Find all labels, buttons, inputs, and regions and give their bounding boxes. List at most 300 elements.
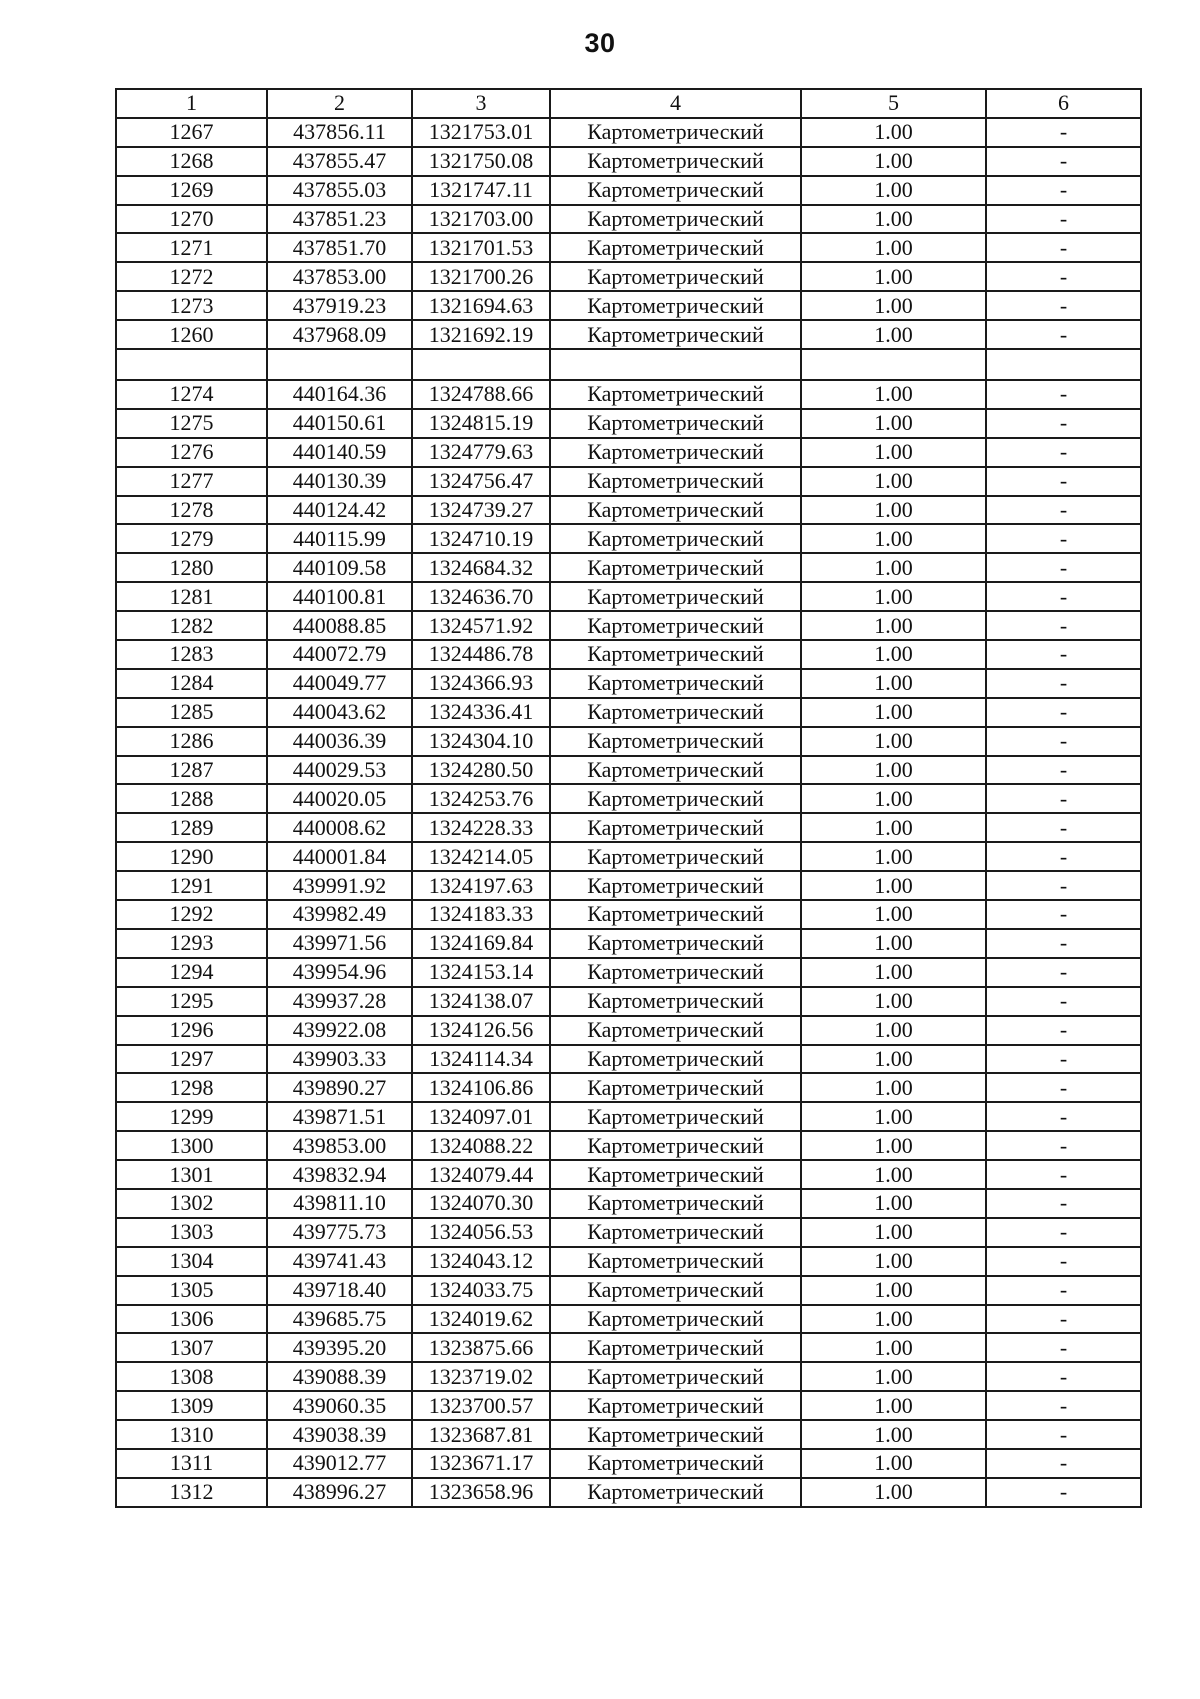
table-cell: - <box>986 813 1141 842</box>
table-cell: 439832.94 <box>267 1160 412 1189</box>
column-header: 3 <box>412 89 550 118</box>
table-row <box>116 320 1141 349</box>
table-cell: - <box>986 958 1141 987</box>
table-cell: Картометрический <box>550 205 801 234</box>
table-row <box>116 640 1141 669</box>
table-cell: - <box>986 640 1141 669</box>
group-separator-row <box>116 349 1141 380</box>
table-cell: 439871.51 <box>267 1102 412 1131</box>
table-cell: - <box>986 438 1141 467</box>
table-cell: 1301 <box>116 1160 267 1189</box>
table-cell: Картометрический <box>550 640 801 669</box>
table-cell: 440049.77 <box>267 669 412 698</box>
table-cell: 440072.79 <box>267 640 412 669</box>
table-cell: 1.00 <box>801 1160 986 1189</box>
table-cell: 1324070.30 <box>412 1189 550 1218</box>
table-cell: 1.00 <box>801 813 986 842</box>
table-row <box>116 262 1141 291</box>
table-cell: 1304 <box>116 1247 267 1276</box>
table-row <box>116 147 1141 176</box>
table-cell: 1.00 <box>801 582 986 611</box>
table-cell: 1267 <box>116 118 267 147</box>
table-cell: 1272 <box>116 262 267 291</box>
table-cell: 1.00 <box>801 756 986 785</box>
table-cell: - <box>986 1362 1141 1391</box>
table-cell: Картометрический <box>550 176 801 205</box>
table-cell: 1.00 <box>801 698 986 727</box>
table-cell: - <box>986 1449 1141 1478</box>
table-row <box>116 813 1141 842</box>
table-cell: 440150.61 <box>267 409 412 438</box>
empty-cell <box>550 349 801 380</box>
table-cell: - <box>986 118 1141 147</box>
table-cell: 1.00 <box>801 380 986 409</box>
table-cell: 1.00 <box>801 118 986 147</box>
table-cell: 1323700.57 <box>412 1391 550 1420</box>
table-cell: 1321750.08 <box>412 147 550 176</box>
table-cell: 1323687.81 <box>412 1420 550 1449</box>
table-cell: 439012.77 <box>267 1449 412 1478</box>
table-row <box>116 1160 1141 1189</box>
table-cell: - <box>986 467 1141 496</box>
table-cell: - <box>986 262 1141 291</box>
table-cell: 1284 <box>116 669 267 698</box>
table-cell: 1.00 <box>801 784 986 813</box>
table-cell: 439060.35 <box>267 1391 412 1420</box>
table-cell: 1321747.11 <box>412 176 550 205</box>
table-cell: 1324710.19 <box>412 524 550 553</box>
table-cell: 1324019.62 <box>412 1305 550 1334</box>
table-cell: 1293 <box>116 929 267 958</box>
table-cell: Картометрический <box>550 1276 801 1305</box>
table-cell: - <box>986 1305 1141 1334</box>
table-cell: 1269 <box>116 176 267 205</box>
table-cell: Картометрический <box>550 611 801 640</box>
table-cell: 439954.96 <box>267 958 412 987</box>
table-cell: 1.00 <box>801 1420 986 1449</box>
table-cell: 1324304.10 <box>412 727 550 756</box>
column-header: 2 <box>267 89 412 118</box>
table-cell: Картометрический <box>550 1131 801 1160</box>
table-cell: 1308 <box>116 1362 267 1391</box>
table-cell: 1324788.66 <box>412 380 550 409</box>
table-cell: 1.00 <box>801 958 986 987</box>
table-cell: Картометрический <box>550 438 801 467</box>
table-cell: Картометрический <box>550 553 801 582</box>
table-cell: 1.00 <box>801 842 986 871</box>
table-cell: Картометрический <box>550 1045 801 1074</box>
table-cell: 439971.56 <box>267 929 412 958</box>
table-row <box>116 1449 1141 1478</box>
table-cell: 440109.58 <box>267 553 412 582</box>
table-row <box>116 524 1141 553</box>
table-cell: 440140.59 <box>267 438 412 467</box>
table-cell: 439395.20 <box>267 1333 412 1362</box>
table-cell: - <box>986 176 1141 205</box>
table-row <box>116 496 1141 525</box>
table-cell: 437853.00 <box>267 262 412 291</box>
table-cell: Картометрический <box>550 871 801 900</box>
table-cell: - <box>986 987 1141 1016</box>
table-row <box>116 1420 1141 1449</box>
empty-cell <box>116 349 267 380</box>
table-row <box>116 553 1141 582</box>
table-cell: 1.00 <box>801 1073 986 1102</box>
table-cell: 440115.99 <box>267 524 412 553</box>
table-cell: 1.00 <box>801 147 986 176</box>
table-cell: 1324183.33 <box>412 900 550 929</box>
table-cell: Картометрический <box>550 669 801 698</box>
table-cell: Картометрический <box>550 1016 801 1045</box>
column-header: 1 <box>116 89 267 118</box>
table-cell: - <box>986 1420 1141 1449</box>
table-cell: Картометрический <box>550 118 801 147</box>
table-row <box>116 900 1141 929</box>
table-cell: - <box>986 1131 1141 1160</box>
table-cell: 440130.39 <box>267 467 412 496</box>
table-cell: 1307 <box>116 1333 267 1362</box>
table-row <box>116 1045 1141 1074</box>
table-row <box>116 467 1141 496</box>
table-cell: 439922.08 <box>267 1016 412 1045</box>
table-cell: Картометрический <box>550 380 801 409</box>
table-cell: 439685.75 <box>267 1305 412 1334</box>
table-cell: 1324214.05 <box>412 842 550 871</box>
table-cell: 1.00 <box>801 1016 986 1045</box>
table-cell: Картометрический <box>550 1449 801 1478</box>
column-header: 4 <box>550 89 801 118</box>
table-cell: 1323875.66 <box>412 1333 550 1362</box>
table-cell: 1324815.19 <box>412 409 550 438</box>
table-cell: - <box>986 409 1141 438</box>
table-cell: 1274 <box>116 380 267 409</box>
table-cell: 1324739.27 <box>412 496 550 525</box>
table-cell: 1.00 <box>801 1218 986 1247</box>
table-row <box>116 1333 1141 1362</box>
table-cell: Картометрический <box>550 1333 801 1362</box>
table-cell: 1321692.19 <box>412 320 550 349</box>
table-cell: 1.00 <box>801 1276 986 1305</box>
table-cell: 439775.73 <box>267 1218 412 1247</box>
table-cell: - <box>986 320 1141 349</box>
page-number: 30 <box>584 28 616 58</box>
table-cell: 1.00 <box>801 611 986 640</box>
table-cell: Картометрический <box>550 1247 801 1276</box>
table-row <box>116 1131 1141 1160</box>
table-cell: 1.00 <box>801 669 986 698</box>
table-cell: 1275 <box>116 409 267 438</box>
table-cell: 1.00 <box>801 205 986 234</box>
table-cell: 1324336.41 <box>412 698 550 727</box>
empty-cell <box>267 349 412 380</box>
table-cell: 439991.92 <box>267 871 412 900</box>
table-cell: 440001.84 <box>267 842 412 871</box>
table-cell: Картометрический <box>550 496 801 525</box>
table-cell: 1276 <box>116 438 267 467</box>
table-cell: - <box>986 1189 1141 1218</box>
table-cell: 1324228.33 <box>412 813 550 842</box>
table-cell: 1283 <box>116 640 267 669</box>
table-cell: - <box>986 1391 1141 1420</box>
table-cell: - <box>986 147 1141 176</box>
table-cell: 1294 <box>116 958 267 987</box>
table-cell: 1321700.26 <box>412 262 550 291</box>
table-cell: 1324114.34 <box>412 1045 550 1074</box>
table-row <box>116 871 1141 900</box>
table-cell: 1324197.63 <box>412 871 550 900</box>
table-cell: 439982.49 <box>267 900 412 929</box>
table-cell: 1306 <box>116 1305 267 1334</box>
table-cell: 1323671.17 <box>412 1449 550 1478</box>
table-cell: 439088.39 <box>267 1362 412 1391</box>
table-row <box>116 784 1141 813</box>
table-row <box>116 1218 1141 1247</box>
table-cell: 1321701.53 <box>412 233 550 262</box>
table-cell: 439038.39 <box>267 1420 412 1449</box>
table-cell: 439853.00 <box>267 1131 412 1160</box>
table-cell: 1324366.93 <box>412 669 550 698</box>
table-cell: 440164.36 <box>267 380 412 409</box>
table-cell: 1.00 <box>801 1131 986 1160</box>
table-cell: 437856.11 <box>267 118 412 147</box>
table-cell: - <box>986 233 1141 262</box>
table-row <box>116 1276 1141 1305</box>
table-row <box>116 176 1141 205</box>
table-cell: 439903.33 <box>267 1045 412 1074</box>
table-cell: 1286 <box>116 727 267 756</box>
table-cell: - <box>986 205 1141 234</box>
table-cell: Картометрический <box>550 698 801 727</box>
table-cell: 1324280.50 <box>412 756 550 785</box>
table-cell: 1324088.22 <box>412 1131 550 1160</box>
table-cell: Картометрический <box>550 582 801 611</box>
table-cell: Картометрический <box>550 958 801 987</box>
table-cell: - <box>986 1016 1141 1045</box>
table-cell: - <box>986 669 1141 698</box>
table-row <box>116 1073 1141 1102</box>
table-cell: 1.00 <box>801 496 986 525</box>
table-cell: Картометрический <box>550 727 801 756</box>
table-cell: 1.00 <box>801 1391 986 1420</box>
table-cell: 438996.27 <box>267 1478 412 1507</box>
column-header: 5 <box>801 89 986 118</box>
table-cell: 1292 <box>116 900 267 929</box>
table-cell: 1.00 <box>801 438 986 467</box>
table-cell: Картометрический <box>550 147 801 176</box>
table-cell: 1299 <box>116 1102 267 1131</box>
table-cell: 439890.27 <box>267 1073 412 1102</box>
table-cell: 1268 <box>116 147 267 176</box>
table-cell: - <box>986 784 1141 813</box>
table-cell: 1.00 <box>801 727 986 756</box>
table-cell: 1324097.01 <box>412 1102 550 1131</box>
table-cell: 1324169.84 <box>412 929 550 958</box>
table-cell: - <box>986 1102 1141 1131</box>
table-cell: 437919.23 <box>267 291 412 320</box>
table-cell: 1324126.56 <box>412 1016 550 1045</box>
table-cell: 440100.81 <box>267 582 412 611</box>
table-cell: 1311 <box>116 1449 267 1478</box>
table-cell: 1.00 <box>801 291 986 320</box>
table-cell: 1.00 <box>801 320 986 349</box>
table-cell: 439937.28 <box>267 987 412 1016</box>
table-cell: 1278 <box>116 496 267 525</box>
table-row <box>116 233 1141 262</box>
table-cell: 1324756.47 <box>412 467 550 496</box>
table-cell: 440036.39 <box>267 727 412 756</box>
table-cell: 1.00 <box>801 1102 986 1131</box>
table-cell: 439741.43 <box>267 1247 412 1276</box>
table-cell: 1.00 <box>801 1362 986 1391</box>
table-cell: 1324079.44 <box>412 1160 550 1189</box>
table-row <box>116 842 1141 871</box>
table-cell: 1.00 <box>801 233 986 262</box>
table-cell: 440020.05 <box>267 784 412 813</box>
table-row <box>116 987 1141 1016</box>
table-cell: 1302 <box>116 1189 267 1218</box>
table-cell: 1324684.32 <box>412 553 550 582</box>
table-cell: - <box>986 1073 1141 1102</box>
table-cell: 1.00 <box>801 1449 986 1478</box>
column-header: 6 <box>986 89 1141 118</box>
table-row <box>116 611 1141 640</box>
table-cell: - <box>986 698 1141 727</box>
table-cell: 1277 <box>116 467 267 496</box>
table-cell: - <box>986 380 1141 409</box>
table-cell: 1279 <box>116 524 267 553</box>
table-cell: 1.00 <box>801 1045 986 1074</box>
table-cell: 1290 <box>116 842 267 871</box>
table-row <box>116 205 1141 234</box>
table-cell: Картометрический <box>550 409 801 438</box>
table-cell: Картометрический <box>550 1160 801 1189</box>
table-cell: - <box>986 524 1141 553</box>
table-cell: 1282 <box>116 611 267 640</box>
table-cell: 439718.40 <box>267 1276 412 1305</box>
table-cell: 1281 <box>116 582 267 611</box>
table-cell: 1260 <box>116 320 267 349</box>
table-cell: 1324138.07 <box>412 987 550 1016</box>
table-cell: 1323719.02 <box>412 1362 550 1391</box>
table-row <box>116 438 1141 467</box>
table-cell: Картометрический <box>550 1102 801 1131</box>
table-cell: 1324636.70 <box>412 582 550 611</box>
table-cell: Картометрический <box>550 900 801 929</box>
table-cell: - <box>986 582 1141 611</box>
table-cell: 1324033.75 <box>412 1276 550 1305</box>
table-cell: 437851.70 <box>267 233 412 262</box>
table-cell: 437855.03 <box>267 176 412 205</box>
table-cell: 1.00 <box>801 1478 986 1507</box>
table-row <box>116 582 1141 611</box>
table-cell: Картометрический <box>550 929 801 958</box>
table-cell: - <box>986 496 1141 525</box>
table-cell: 1.00 <box>801 524 986 553</box>
table-cell: 1305 <box>116 1276 267 1305</box>
table-cell: 1324056.53 <box>412 1218 550 1247</box>
table-cell: Картометрический <box>550 291 801 320</box>
table-cell: 1287 <box>116 756 267 785</box>
table-cell: 1.00 <box>801 262 986 291</box>
table-cell: 1324153.14 <box>412 958 550 987</box>
table-cell: 1.00 <box>801 640 986 669</box>
table-row <box>116 698 1141 727</box>
table-row <box>116 1362 1141 1391</box>
table-cell: 1323658.96 <box>412 1478 550 1507</box>
table-cell: Картометрический <box>550 1218 801 1247</box>
table-cell: 1.00 <box>801 467 986 496</box>
table-row <box>116 756 1141 785</box>
empty-cell <box>986 349 1141 380</box>
table-cell: 1.00 <box>801 900 986 929</box>
coordinates-table <box>115 88 1142 1508</box>
table-cell: 440029.53 <box>267 756 412 785</box>
table-cell: Картометрический <box>550 467 801 496</box>
table-cell: Картометрический <box>550 1305 801 1334</box>
table-cell: Картометрический <box>550 756 801 785</box>
table-cell: 1.00 <box>801 1247 986 1276</box>
table-cell: 1312 <box>116 1478 267 1507</box>
table-row <box>116 1305 1141 1334</box>
table-row <box>116 1189 1141 1218</box>
table-cell: - <box>986 1333 1141 1362</box>
table-cell: Картометрический <box>550 262 801 291</box>
table-cell: 1.00 <box>801 1305 986 1334</box>
empty-cell <box>412 349 550 380</box>
table-cell: - <box>986 1160 1141 1189</box>
table-cell: 1303 <box>116 1218 267 1247</box>
table-cell: 1.00 <box>801 409 986 438</box>
table-row <box>116 1016 1141 1045</box>
table-cell: 1296 <box>116 1016 267 1045</box>
table-cell: - <box>986 727 1141 756</box>
table-cell: Картометрический <box>550 1073 801 1102</box>
table-cell: - <box>986 553 1141 582</box>
table-cell: 1324043.12 <box>412 1247 550 1276</box>
table-cell: 1.00 <box>801 553 986 582</box>
table-row <box>116 727 1141 756</box>
table-cell: 1324779.63 <box>412 438 550 467</box>
table-row <box>116 1478 1141 1507</box>
table-cell: - <box>986 611 1141 640</box>
table-cell: 1324253.76 <box>412 784 550 813</box>
table-cell: 1285 <box>116 698 267 727</box>
table-cell: 1324486.78 <box>412 640 550 669</box>
table-cell: - <box>986 871 1141 900</box>
table-cell: 439811.10 <box>267 1189 412 1218</box>
table-cell: Картометрический <box>550 1420 801 1449</box>
empty-cell <box>801 349 986 380</box>
table-cell: 440124.42 <box>267 496 412 525</box>
table-row <box>116 669 1141 698</box>
table-cell: 1300 <box>116 1131 267 1160</box>
table-cell: - <box>986 842 1141 871</box>
table-cell: - <box>986 1218 1141 1247</box>
table-cell: Картометрический <box>550 1189 801 1218</box>
table-cell: Картометрический <box>550 784 801 813</box>
table-cell: Картометрический <box>550 1391 801 1420</box>
table-cell: - <box>986 1045 1141 1074</box>
table-cell: Картометрический <box>550 524 801 553</box>
table-cell: 1.00 <box>801 987 986 1016</box>
table-cell: 1321753.01 <box>412 118 550 147</box>
table-row <box>116 291 1141 320</box>
table-cell: 1324106.86 <box>412 1073 550 1102</box>
table-cell: 1324571.92 <box>412 611 550 640</box>
table-cell: 1.00 <box>801 1189 986 1218</box>
table-row <box>116 1247 1141 1276</box>
table-cell: 1295 <box>116 987 267 1016</box>
